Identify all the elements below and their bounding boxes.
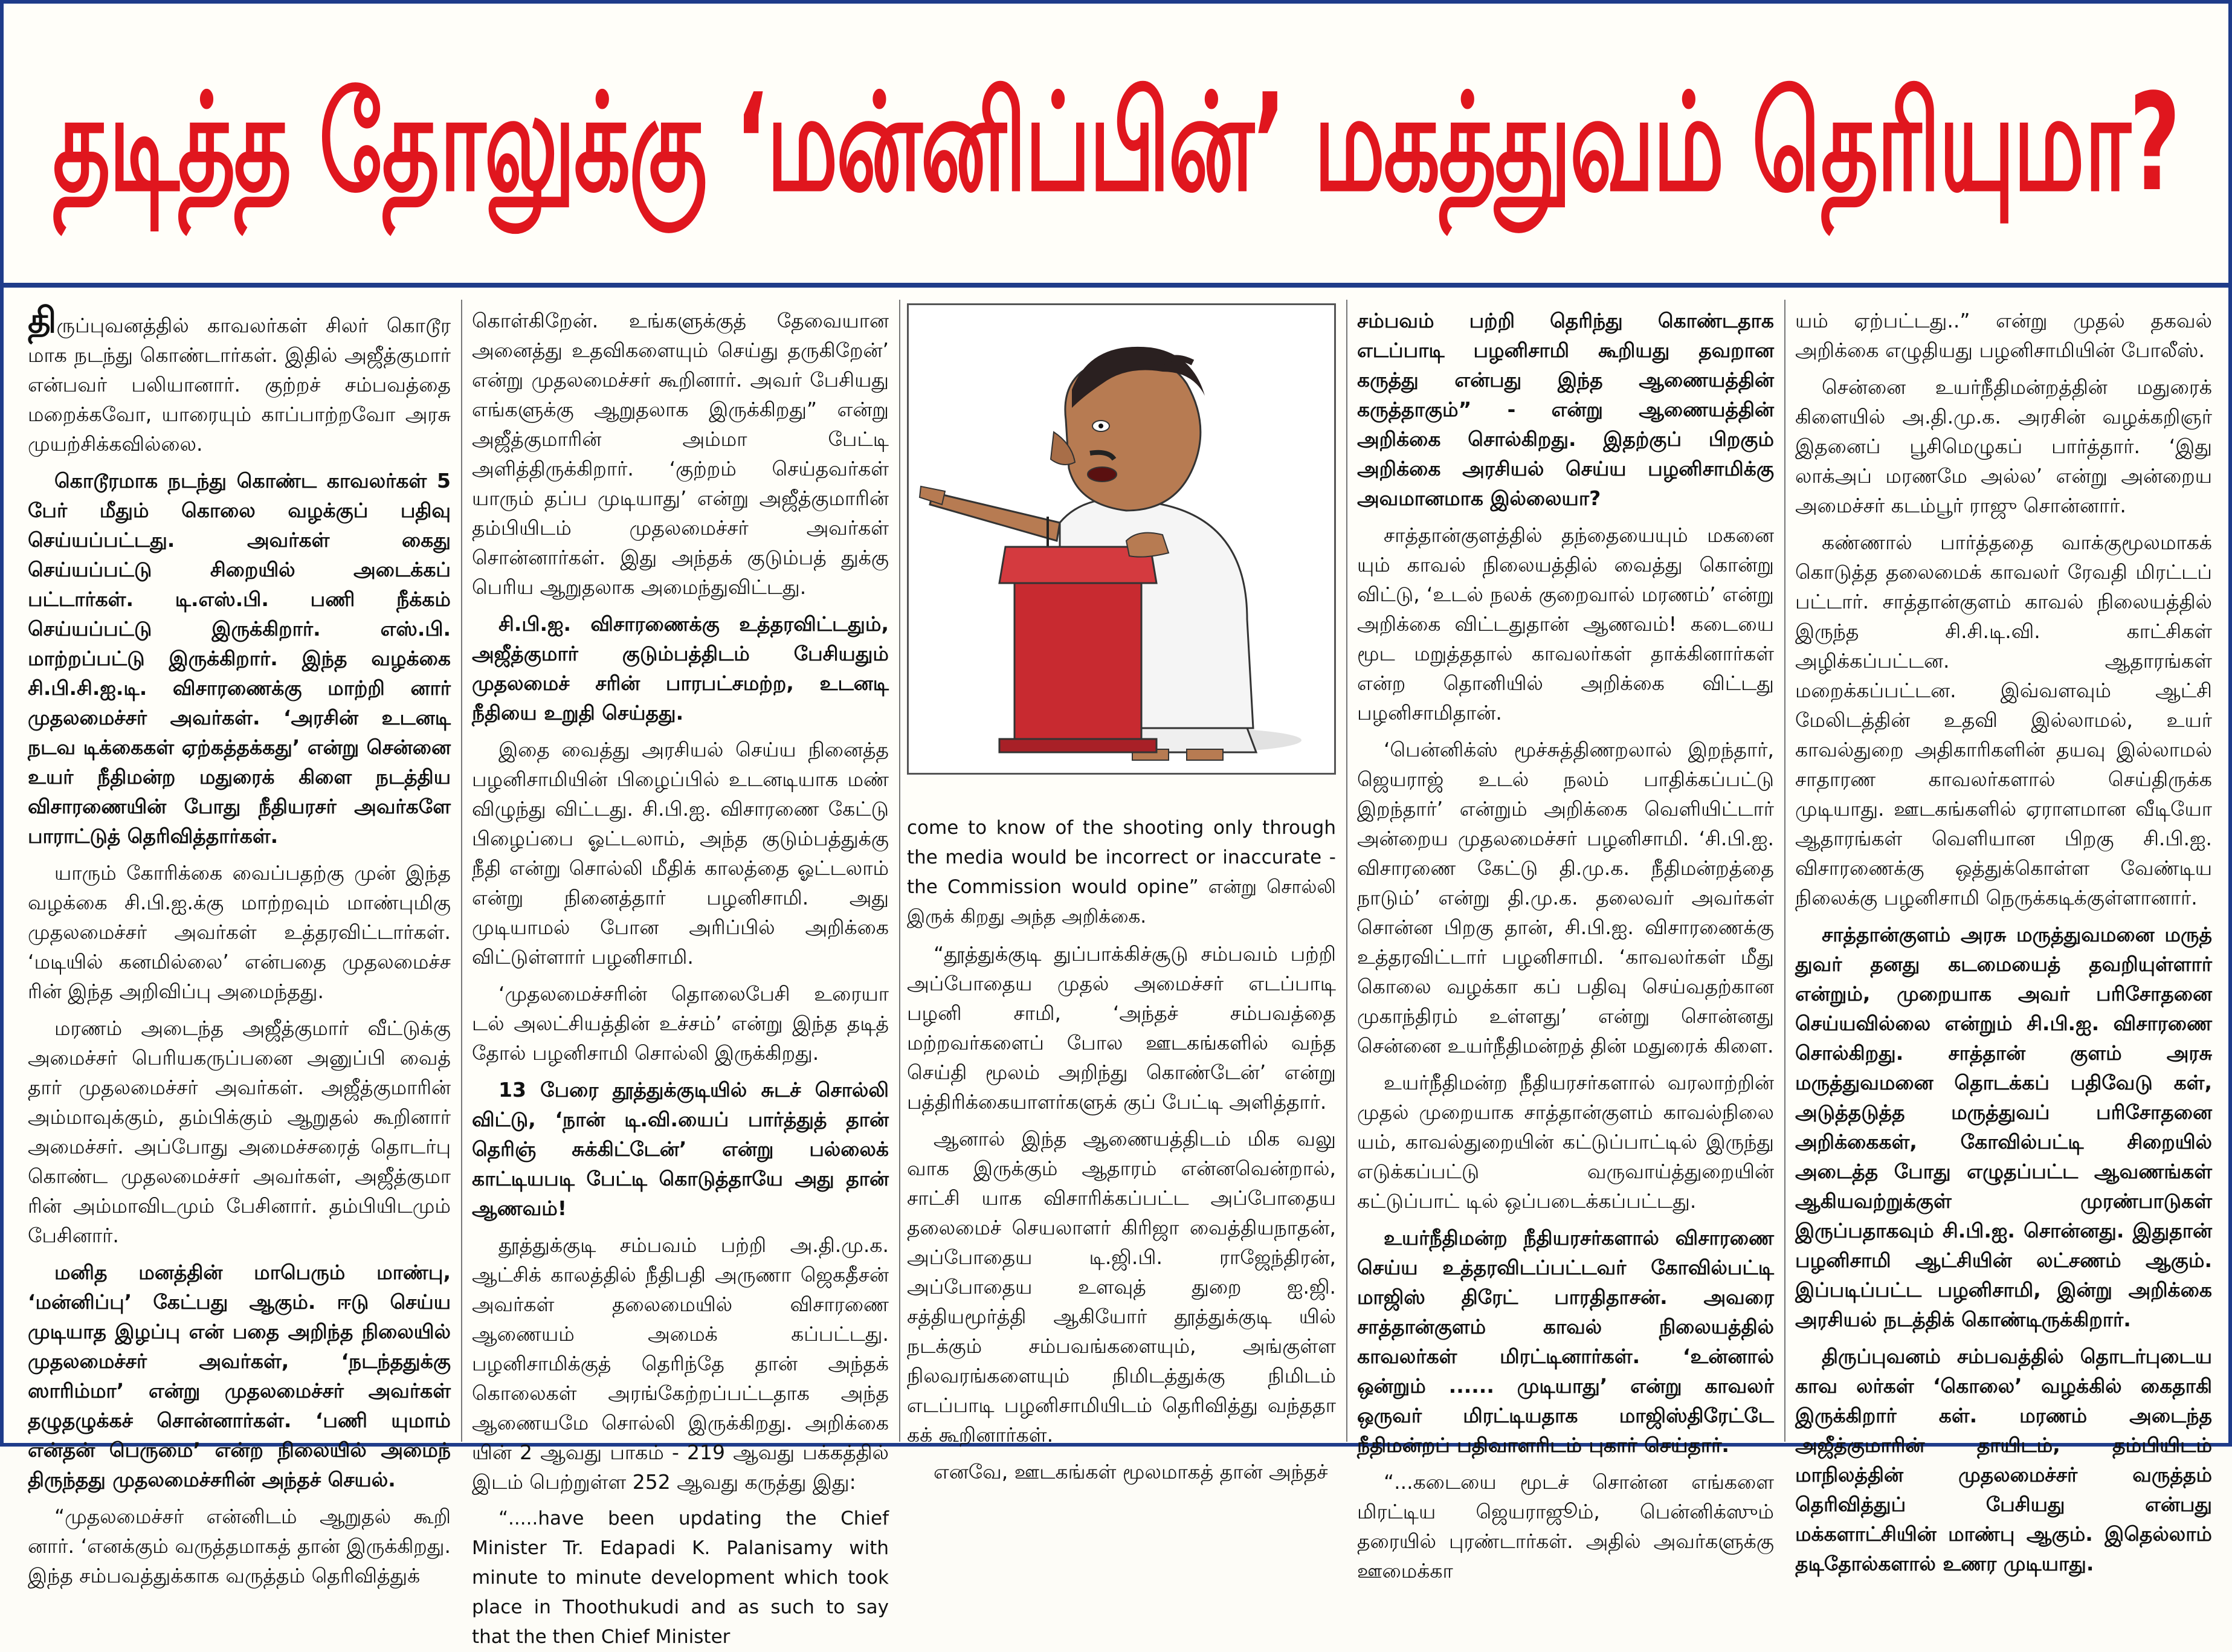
article-paragraph — [1357, 306, 1774, 513]
paragraph-text: 13 பேரை தூத்துக்குடியில் சுடச் சொல்லி விட்டு, ‘நான் டி.வி.யைப் பார்த்துத் தான் தெரிஞ் சுக்கிட்டேன்’ என்று பல்லைக் காட்டியபடி பேட்டி கொடுத்தாயே அது தான் ஆணவம்! — [472, 1078, 889, 1220]
article-paragraph — [28, 1257, 451, 1494]
column-1 — [28, 300, 451, 1587]
column-4 — [1357, 306, 1774, 1583]
paragraph-text: ருப்புவனத்தில் காவலர்கள் சிலர் கொடூர மாக நடந்து கொண்டார்கள். இதில் அஜீத்குமார் என்பவர் பலியானார். குற்றச் சம்பவத்தை மறைக்கவோ, யாரையும் காப்பாற்றவோ அரசு முயற்சிக்கவில்லை. — [28, 314, 451, 456]
paragraph-text: come to know of the shooting only through the media would be incorrect or inaccurate - the Commission would opine” என்று சொல்லி இருக் கிறது அந்த அறிக்கை. — [907, 817, 1336, 928]
caricature-icon — [909, 305, 1334, 773]
headline: தடித்த தோலுக்கு ‘மன்னிப்பின்’ மகத்துவம் தெரியுமா? — [53, 65, 2179, 221]
paragraph-text: சாத்தான்குளத்தில் தந்தையையும் மகனை யும் காவல் நிலையத்தில் வைத்து கொன்று விட்டு, ‘உடல் நலக் குறைவால் மரணம்’ என்று அறிக்கை விட்டதுதான் ஆணவம்! கடையை மூட மறுத்ததால் காவலர்கள் தாக்கினார்கள் என்ற தொனியில் அறிக்கை விட்டது பழனிசாமிதான். — [1357, 523, 1774, 724]
article-paragraph — [1357, 1223, 1774, 1460]
article-paragraph — [1357, 1068, 1774, 1216]
paragraph-text: திருப்புவனம் சம்பவத்தில் தொடர்புடைய காவ லர்கள் ‘கொலை’ வழக்கில் கைதாகி இருக்கிறார் கள். மரணம் அடைந்த அஜீத்குமாரின் தாயிடம், தம்பியிடம் மாநிலத்தின் முதலமைச்சர் வருத்தம் தெரிவித்துப் பேசியது என்பது மக்களாட்சியின் மாண்பு ஆகும். இதெல்லாம் தடிதோல்களால் உணர முடியாது. — [1795, 1344, 2212, 1575]
article-paragraph — [1795, 306, 2212, 365]
column-3 — [907, 813, 1336, 1483]
article-paragraph — [1795, 528, 2212, 912]
paragraph-text: மனித மனத்தின் மாபெரும் மாண்பு, ‘மன்னிப்பு’ கேட்பது ஆகும். ஈடு செய்ய முடியாத இழப்பு என் பதை அறிந்த நிலையில் முதலமைச்சர் அவர்கள், ‘நடந்ததுக்கு ஸாரிம்மா’ என்று முதலமைச்சர் அவர்கள் தழுதழுக்கச் சொன்னார்கள். ‘பணி யுமாம் என்தன் பெருமை’ என்ற நிலையில் அமைந் திருந்தது முதலமைச்சரின் அந்தச் செயல். — [28, 1260, 451, 1491]
paragraph-text: எனவே, ஊடகங்கள் மூலமாகத் தான் அந்தச் — [934, 1460, 1328, 1483]
article-paragraph — [472, 1230, 889, 1497]
column-divider — [899, 300, 900, 1442]
article-paragraph — [472, 979, 889, 1068]
caricature-illustration — [907, 303, 1336, 775]
paragraph-text: ‘பென்னிக்ஸ் மூச்சுத்திணறலால் இறந்தார், ஜெயராஜ் உடல் நலம் பாதிக்கப்பட்டு இறந்தார்’ என்றும் அறிக்கை வெளியிட்டார் அன்றைய முதலமைச்சர் பழனிசாமி. ‘சி.பி.ஐ. விசாரணை கேட்டு தி.மு.க. நீதிமன்றத்தை நாடும்’ என்று தி.மு.க. தலைவர் அவர்கள் சொன்ன பிறகு தான், சி.பி.ஐ. விசாரணைக்கு உத்தரவிட்டார் பழனிசாமி. ‘காவலர்கள் மீது கொலை வழக்கா கப் பதிவு செய்வதற்கான முகாந்திரம் உள்ளது’ என்று சொன்னது சென்னை உயர்நீதிமன்றத் தின் மதுரைக் கிளை. — [1357, 738, 1774, 1057]
column-2 — [472, 306, 889, 1648]
paragraph-text: ஆனால் இந்த ஆணையத்திடம் மிக வலு வாக இருக்கும் ஆதாரம் என்னவென்றால், சாட்சி யாக விசாரிக்கப்பட்ட அப்போதைய தலைமைச் செயலாளர் கிரிஜா வைத்தியநாதன், அப்போதைய டி.ஜி.பி. ராஜேந்திரன், அப்போதைய உளவுத் துறை ஐ.ஜி. சத்தியமூர்த்தி ஆகியோர் தூத்துக்குடி யில் நடக்கும் சம்பவங்களையும், அங்குள்ள நிலவரங்களையும் நிமிடத்துக்கு நிமிடம் எடப்பாடி பழனிசாமியிடம் தெரிவித்து வந்ததா கக் கூறினார்கள். — [907, 1127, 1336, 1447]
article-paragraph — [472, 609, 889, 728]
paragraph-text: சாத்தான்குளம் அரசு மருத்துவமனை மருத் துவர் தனது கடமையைத் தவறியுள்ளார் என்றும், முறையாக அவர் பரிசோதனை செய்யவில்லை என்றும் சி.பி.ஐ. விசாரணை சொல்கிறது. சாத்தான் குளம் அரசு மருத்துவமனை தொடக்கப் பதிவேடு கள், அடுத்தடுத்த மருத்துவப் பரிசோதனை அறிக்கைகள், கோவில்பட்டி சிறையில் அடைத்த போது எழுதப்பட்ட ஆவணங்கள் ஆகியவற்றுக்குள் முரண்பாடுகள் இருப்பதாகவும் சி.பி.ஐ. சொன்னது. இதுதான் பழனிசாமி ஆட்சியின் லட்சணம் ஆகும். இப்படிப்பட்ட பழனிசாமி, இன்று அறிக்கை அரசியல் நடத்திக் கொண்டிருக்கிறார். — [1795, 923, 2212, 1331]
article-paragraph — [472, 1075, 889, 1223]
article-paragraph — [1357, 735, 1774, 1060]
paragraph-text: யாரும் கோரிக்கை வைப்பதற்கு முன் இந்த வழக்கை சி.பி.ஐ.க்கு மாற்றவும் மாண்புமிகு முதலமைச்சர் அவர்கள் உத்தரவிட்டார்கள். ‘மடியில் கனமில்லை’ என்பதை முதலமைச்ச ரின் இந்த அறிவிப்பு அமைந்தது. — [28, 861, 451, 1003]
article-body — [4, 288, 2228, 1648]
paragraph-text: தூத்துக்குடி சம்பவம் பற்றி அ.தி.மு.க. ஆட்சிக் காலத்தில் நீதிபதி அருணா ஜெகதீசன் அவர்கள் தலைமையில் விசாரணை ஆணையம் அமைக் கப்பட்டது. பழனிசாமிக்குத் தெரிந்தே தான் அந்தக் கொலைகள் அரங்கேற்றப்பட்டதாக அந்த ஆணையமே சொல்லி இருக்கிறது. அறிக்கை யின் 2 ஆவது பாகம் - 219 ஆவது பக்கத்தில் இடம் பெற்றுள்ள 252 ஆவது கருத்து இது: — [472, 1233, 889, 1494]
paragraph-text: சம்பவம் பற்றி தெரிந்து கொண்டதாக எடப்பாடி பழனிசாமி கூறியது தவறான கருத்து என்பது இந்த ஆணையத்தின் கருத்தாகும்” - என்று ஆணையத்தின் அறிக்கை சொல்கிறது. இதற்குப் பிறகும் அறிக்கை அரசியல் செய்ய பழனிசாமிக்கு அவமானமாக இல்லையா? — [1357, 309, 1774, 510]
article-paragraph — [472, 735, 889, 972]
paragraph-text: யம் ஏற்பட்டது..” என்று முதல் தகவல் அறிக்கை எழுதியது பழனிசாமியின் போலீஸ். — [1795, 309, 2212, 362]
paragraph-text: கொள்கிறேன். உங்களுக்குத் தேவையான அனைத்து உதவிகளையும் செய்து தருகிறேன்’ என்று முதலமைச்சர் கூறினார். அவர் பேசியது எங்களுக்கு ஆறுதலாக இருக்கிறது” என்று அஜீத்குமாரின் அம்மா பேட்டி அளித்திருக்கிறார். ‘குற்றம் செய்தவர்கள் யாரும் தப்ப முடியாது’ என்று அஜீத்குமாரின் தம்பியிடம் முதலமைச்சர் அவர்கள் சொன்னார்கள். இது அந்தக் குடும்பத் துக்கு பெரிய ஆறுதலாக அமைந்துவிட்டது. — [472, 309, 889, 599]
paragraph-text: “தூத்துக்குடி துப்பாக்கிச்சூடு சம்பவம் பற்றி அப்போதைய முதல் அமைச்சர் எடப்பாடி பழனி சாமி, ‘அந்தச் சம்பவத்தை மற்றவர்களைப் போல ஊடகங்களில் வந்த செய்தி மூலம் அறிந்து கொண்டேன்’ என்று பத்திரிக்கையாளர்களுக் குப் பேட்டி அளித்தார். — [907, 942, 1336, 1114]
paragraph-text: சென்னை உயர்நீதிமன்றத்தின் மதுரைக் கிளையில் அ.தி.மு.க. அரசின் வழக்கறிஞர் இதனைப் பூசிமெழுகப் பார்த்தார். ‘இது லாக்அப் மரணமே அல்ல’ என்று அன்றைய அமைச்சர் கடம்பூர் ராஜு சொன்னார். — [1795, 375, 2212, 517]
article-paragraph — [28, 466, 451, 851]
article-paragraph — [1357, 1467, 1774, 1586]
article-paragraph — [907, 1124, 1336, 1450]
paragraph-text: சி.பி.ஐ. விசாரணைக்கு உத்தரவிட்டதும், அஜீத்குமார் குடும்பத்திடம் பேசியதும் முதலமைச் சரின் பாரபட்சமற்ற, உடனடி நீதியை உறுதி செய்தது. — [472, 612, 889, 724]
article-paragraph — [28, 1013, 451, 1250]
column-divider — [1784, 300, 1785, 1442]
article-paragraph — [1795, 920, 2212, 1334]
article-paragraph — [472, 306, 889, 602]
article-paragraph — [28, 1502, 451, 1590]
paragraph-text: ‘முதலமைச்சரின் தொலைபேசி உரையா டல் அலட்சியத்தின் உச்சம்’ என்று இந்த தடித் தோல் பழனிசாமி சொல்லி இருக்கிறது. — [472, 982, 889, 1065]
drop-cap: தி — [28, 300, 57, 341]
masthead — [4, 4, 2228, 288]
article-paragraph — [472, 1504, 889, 1652]
article-paragraph — [907, 939, 1336, 1117]
paragraph-text: கண்ணால் பார்த்ததை வாக்குமூலமாகக் கொடுத்த தலைமைக் காவலர் ரேவதி மிரட்டப் பட்டார். சாத்தான்குளம் காவல் நிலையத்தில் இருந்த சி.சி.டி.வி. காட்சிகள் அழிக்கப்பட்டன. ஆதாரங்கள் மறைக்கப்பட்டன. இவ்வளவும் ஆட்சி மேலிடத்தின் உதவி இல்லாமல், உயர் காவல்துறை அதிகாரிகளின் தயவு இல்லாமல் சாதாரண காவலர்களால் செய்திருக்க முடியாது. ஊடகங்களில் ஏராளமான வீடியோ ஆதாரங்கள் வெளியான பிறகு சி.பி.ஐ. விசாரணைக்கு ஒத்துக்கொள்ள வேண்டிய நிலைக்கு பழனிசாமி நெருக்கடிக்குள்ளானார். — [1795, 531, 2212, 909]
article-paragraph — [907, 1457, 1336, 1486]
article-paragraph — [907, 813, 1336, 932]
article-paragraph — [1795, 1341, 2212, 1578]
column-divider — [1346, 300, 1347, 1442]
article-paragraph — [1795, 372, 2212, 520]
article-paragraph — [28, 858, 451, 1006]
paragraph-text: “முதலமைச்சர் என்னிடம் ஆறுதல் கூறி னார். ‘எனக்கும் வருத்தமாகத் தான் இருக்கிறது. இந்த சம்பவத்துக்காக வருத்தம் தெரிவித்துக் — [28, 1505, 451, 1587]
paragraph-text: இதை வைத்து அரசியல் செய்ய நினைத்த பழனிசாமியின் பிழைப்பில் உடனடியாக மண் விழுந்து விட்டது. சி.பி.ஐ. விசாரணை கேட்டு பிழைப்பை ஓட்டலாம், அந்த குடும்பத்துக்கு நீதி என்று சொல்லி மீதிக் காலத்தை ஓட்டலாம் என்று நினைத்தார் பழனிசாமி. அது முடியாமல் போன அரிப்பில் அறிக்கை விட்டுள்ளார் பழனிசாமி. — [472, 738, 889, 969]
article-paragraph — [28, 300, 451, 459]
paragraph-text: உயர்நீதிமன்ற நீதியரசர்களால் வரலாற்றின் முதல் முறையாக சாத்தான்குளம் காவல்நிலை யம், காவல்துறையின் கட்டுப்பாட்டில் இருந்து எடுக்கப்பட்டு வருவாய்த்துறையின் கட்டுப்பாட் டில் ஒப்படைக்கப்பட்டது. — [1357, 1071, 1774, 1213]
paragraph-text: கொடூரமாக நடந்து கொண்ட காவலர்கள் 5 பேர் மீதும் கொலை வழக்குப் பதிவு செய்யப்பட்டது. அவர்கள் கைது செய்யப்பட்டு சிறையில் அடைக்கப் பட்டார்கள். டி.எஸ்.பி. பணி நீக்கம் செய்யப்பட்டு இருக்கிறார். எஸ்.பி. மாற்றப்பட்டு இருக்கிறார். இந்த வழக்கை சி.பி.சி.ஐ.டி. விசாரணைக்கு மாற்றி னார் முதலமைச்சர் அவர்கள். ‘அரசின் உடனடி நடவ டிக்கைகள் ஏற்கத்தக்கது’ என்று சென்னை உயர் நீதிமன்ற மதுரைக் கிளை நடத்திய விசாரணையின் போது நீதியரசர் அவர்களே பாராட்டுத் தெரிவித்தார்கள். — [28, 469, 451, 848]
paragraph-text: மரணம் அடைந்த அஜீத்குமார் வீட்டுக்கு அமைச்சர் பெரியகருப்பனை அனுப்பி வைத் தார் முதலமைச்சர் அவர்கள். அஜீத்குமாரின் அம்மாவுக்கும், தம்பிக்கும் ஆறுதல் கூறினார் அமைச்சர். அப்போது அமைச்சரைத் தொடர்பு கொண்ட முதலமைச்சர் அவர்கள், அஜீத்குமா ரின் அம்மாவிடமும் பேசினார். தம்பியிடமும் பேசினார். — [28, 1016, 451, 1247]
paragraph-text: “.....have been updating the Chief Minister Tr. Edapadi K. Palanisamy with minute to minute development which took place in Thoothukudi and as such to say that the then Chief Minister — [472, 1508, 889, 1648]
paragraph-text: உயர்நீதிமன்ற நீதியரசர்களால் விசாரணை செய்ய உத்தரவிடப்பட்டவர் கோவில்பட்டி மாஜிஸ் திரேட் பாரதிதாசன். அவரை சாத்தான்குளம் காவல் நிலையத்தில் காவலர்கள் மிரட்டினார்கள். ‘உன்னால் ஒன்றும் ...... முடியாது’ என்று காவலர் ஒருவர் மிரட்டியதாக மாஜிஸ்திரேட்டே நீதிமன்றப் பதிவாளரிடம் புகார் செய்தார். — [1357, 1226, 1774, 1457]
column-divider — [461, 300, 462, 1442]
column-5 — [1795, 306, 2212, 1575]
paragraph-text: “...கடையை மூடச் சொன்ன எங்களை மிரட்டிய ஜெயராஜூம், பென்னிக்ஸும் தரையில் புரண்டார்கள். அதில் அவர்களுக்கு ஊமைக்கா — [1357, 1470, 1774, 1583]
article-paragraph — [1357, 520, 1774, 728]
